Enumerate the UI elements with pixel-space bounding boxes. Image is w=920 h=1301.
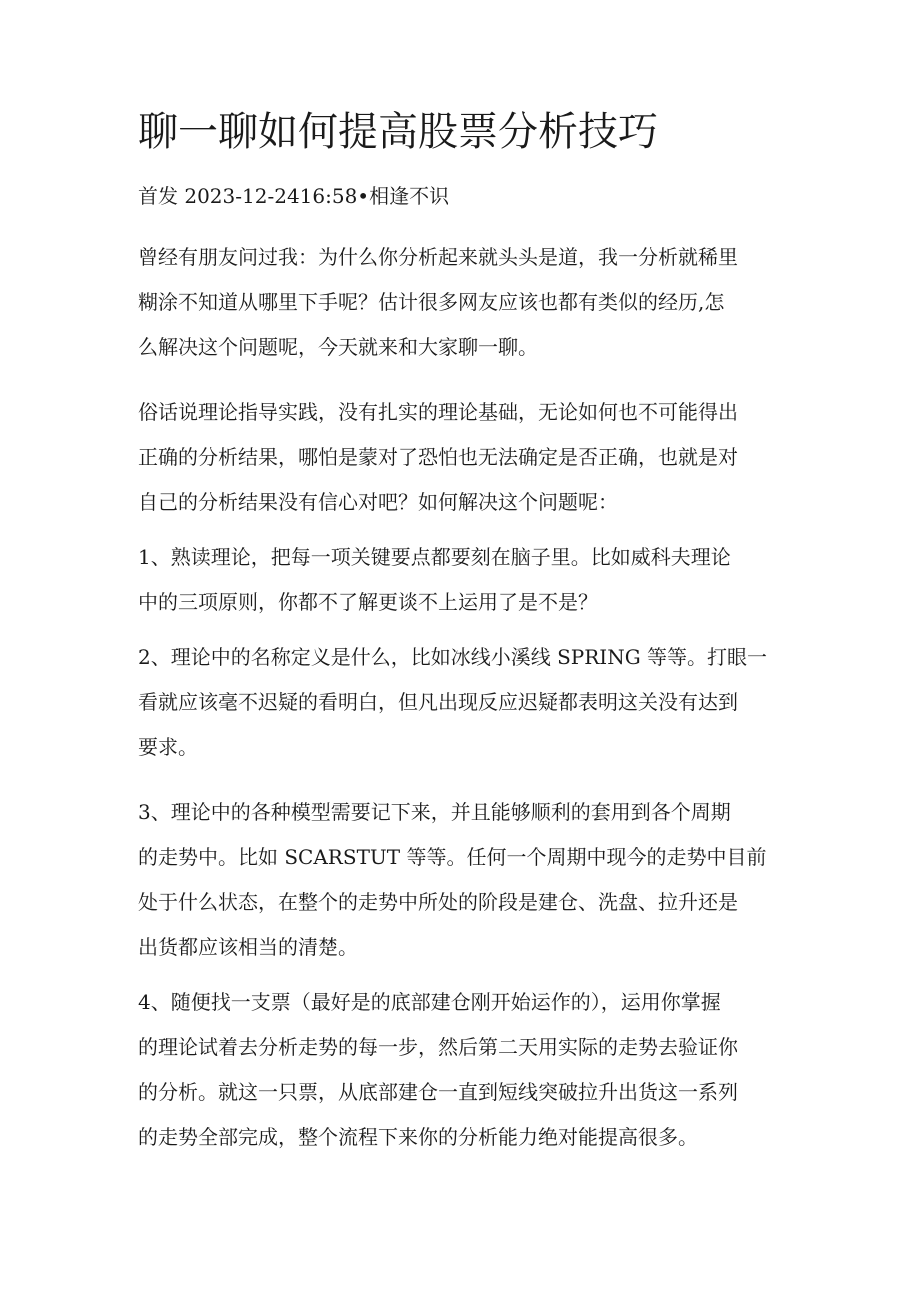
paragraph-line: 俗话说理论指导实践，没有扎实的理论基础，无论如何也不可能得出 <box>138 400 738 424</box>
paragraph-line: 3、理论中的各种模型需要记下来，并且能够顺利的套用到各个周期 <box>138 800 731 824</box>
paragraph-line: 糊涂不知道从哪里下手呢？估计很多网友应该也都有类似的经历,怎 <box>138 290 725 314</box>
paragraph-line: 2、理论中的名称定义是什么，比如冰线小溪线 SPRING 等等。打眼一 <box>138 645 768 669</box>
paragraph-line: 的理论试着去分析走势的每一步，然后第二天用实际的走势去验证你 <box>138 1035 738 1059</box>
paragraph-line: 的分析。就这一只票，从底部建仓一直到短线突破拉升出货这一系列 <box>138 1080 738 1104</box>
paragraph-line: 自己的分析结果没有信心对吧？如何解决这个问题呢： <box>138 490 618 514</box>
paragraph <box>138 986 738 1153</box>
paragraph <box>138 396 738 518</box>
paragraph-line: 1、熟读理论，把每一项关键要点都要刻在脑子里。比如威科夫理论 <box>138 545 731 569</box>
paragraph-line: 中的三项原则，你都不了解更谈不上运用了是不是？ <box>138 590 598 614</box>
article-title: 聊一聊如何提高股票分析技巧 <box>138 109 658 155</box>
paragraph <box>138 641 767 763</box>
paragraph-line: 的走势中。比如 SCARSTUT 等等。任何一个周期中现今的走势中目前 <box>138 845 767 869</box>
paragraph-line: 要求。 <box>138 735 198 759</box>
article-meta: 首发 2023-12-2416:58•相逢不识 <box>138 184 450 208</box>
paragraph-line: 的走势全部完成，整个流程下来你的分析能力绝对能提高很多。 <box>138 1125 698 1149</box>
paragraph <box>138 796 766 963</box>
paragraph-line: 处于什么状态，在整个的走势中所处的阶段是建仓、洗盘、拉升还是 <box>138 890 738 914</box>
paragraph <box>138 241 738 363</box>
paragraph-line: 曾经有朋友问过我：为什么你分析起来就头头是道，我一分析就稀里 <box>138 245 738 269</box>
paragraph-line: 出货都应该相当的清楚。 <box>138 935 358 959</box>
paragraph-line: 4、随便找一支票（最好是的底部建仓刚开始运作的），运用你掌握 <box>138 990 721 1014</box>
paragraph-line: 看就应该毫不迟疑的看明白，但凡出现反应迟疑都表明这关没有达到 <box>138 690 738 714</box>
paragraph-line: 正确的分析结果，哪怕是蒙对了恐怕也无法确定是否正确，也就是对 <box>138 445 738 469</box>
paragraph-line: 么解决这个问题呢，今天就来和大家聊一聊。 <box>138 335 538 359</box>
paragraph <box>138 541 731 618</box>
